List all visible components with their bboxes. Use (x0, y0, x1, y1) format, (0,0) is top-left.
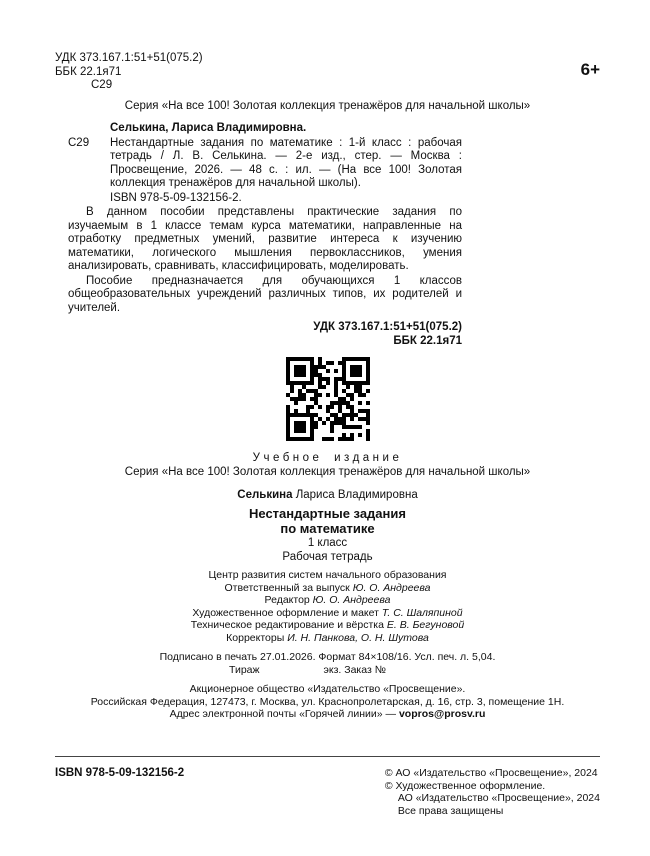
catalog-code: С29 (68, 136, 90, 149)
title-line-1: Нестандартные задания (249, 506, 406, 521)
credit-name: Е. В. Бегуновой (386, 619, 465, 631)
book-title (55, 506, 600, 536)
publisher-email-line (55, 708, 600, 721)
credit-role: Ответственный за выпуск (224, 581, 350, 594)
author-givennames: Лариса Владимировна (295, 488, 418, 501)
bbk-number-repeat: ББК 22.1я71 (393, 334, 462, 347)
age-rating-badge: 6+ (580, 60, 600, 79)
title-line-2: по математике (280, 521, 375, 536)
catalog-description: Нестандартные задания по математике : 1-й класс : рабочая тетрадь / Л. В. Селькина. — 2-е изд., стер. — Москва : Просвещение, 2026. — 48 с. : ил. — (На все 100! Золотая коллекция тренажёров для начальной школы). (110, 136, 462, 189)
isbn-footer: ISBN 978-5-09-132156-2 (55, 767, 185, 779)
series-line-repeat: Серия «На все 100! Золотая коллекция тренажёров для начальной школы» (124, 466, 531, 478)
udk-number: УДК 373.167.1:51+51(075.2) (55, 52, 203, 64)
catalog-author: Селькина, Лариса Владимировна. (110, 122, 307, 134)
catalog-entry (68, 137, 462, 191)
author-surname: Селькина (237, 488, 293, 501)
subtitle-line: Рабочая тетрадь (282, 550, 373, 563)
credits-org: Центр развития систем начального образования (208, 569, 447, 581)
credit-name: Ю. О. Андреева (352, 581, 431, 594)
edition-kind-label: Учебное издание (252, 451, 403, 464)
credits-block (55, 569, 600, 644)
credit-line (55, 594, 600, 607)
udk-number-repeat: УДК 373.167.1:51+51(075.2) (313, 321, 462, 333)
print-info-line: Подписано в печать 27.01.2026. Формат 84×108/16. Усл. печ. л. 5,04. (159, 651, 496, 663)
credit-line (55, 632, 600, 645)
credit-role: Корректоры (226, 631, 285, 644)
email-address: vopros@prosv.ru (398, 708, 486, 720)
credit-role: Художественное оформление и макет (192, 606, 379, 619)
credit-role: Техническое редактирование и вёрстка (190, 619, 384, 631)
classification-block (55, 52, 600, 93)
footer (55, 756, 600, 817)
publisher-block (55, 683, 600, 721)
bibliographic-block (68, 122, 462, 348)
series-line: Серия «На все 100! Золотая коллекция тренажёров для начальной школы» (124, 99, 531, 112)
bbk-number: ББК 22.1я71 (55, 65, 122, 78)
grade-line: 1 класс (307, 537, 348, 549)
credit-line (55, 607, 600, 620)
author-sign-code: С29 (91, 79, 113, 91)
credit-line (55, 582, 600, 595)
zakaz-label: экз. Заказ № (323, 663, 386, 676)
credit-name: И. Н. Панкова, О. Н. Шутова (287, 631, 429, 644)
author-name-line (55, 489, 600, 503)
publisher-name: Акционерное общество «Издательство «Просвещение». (189, 683, 466, 695)
credit-name: Т. С. Шаляпиной (381, 606, 463, 619)
credit-name: Ю. О. Андреева (312, 594, 391, 606)
copyright-line-4: Все права защищены (397, 804, 504, 817)
imprint-block (55, 651, 600, 676)
udk-bbk-repeat-block (68, 321, 462, 348)
credit-line (55, 619, 600, 632)
copyright-line-2: © Художественное оформление. (384, 779, 546, 792)
publisher-address: Российская Федерация, 127473, г. Москва, ул. Краснопролетарская, д. 16, стр. 3, помещение 1Н. (90, 695, 565, 708)
credit-role: Редактор (264, 594, 310, 606)
copyright-block (385, 767, 600, 817)
tirazh-label: Тираж (229, 663, 260, 676)
annotation-paragraph-1: В данном пособии представлены практические задания по изучаемым в 1 классе темам курса математики, направленные на отработку предметных умений, развитие интереса к изучению математики, логического мышления первоклассников, умения анализировать, сравнивать, классифицировать, моделировать. (68, 206, 462, 272)
qr-code (55, 357, 600, 446)
copyright-line-1: © АО «Издательство «Просвещение», 2024 (384, 767, 598, 779)
copyright-line-3: АО «Издательство «Просвещение», 2024 (397, 792, 600, 804)
annotation-paragraph-2: Пособие предназначается для обучающихся 1 классов общеобразовательных учреждений различных типов, их родителей и учителей. (68, 274, 462, 314)
isbn-line: ISBN 978-5-09-132156-2. (110, 191, 242, 204)
divider-line (55, 756, 600, 757)
udk-bbk-block (55, 52, 203, 93)
email-prefix: Адрес электронной почты «Горячей линии» — (169, 708, 399, 720)
tirazh-line (55, 664, 600, 677)
